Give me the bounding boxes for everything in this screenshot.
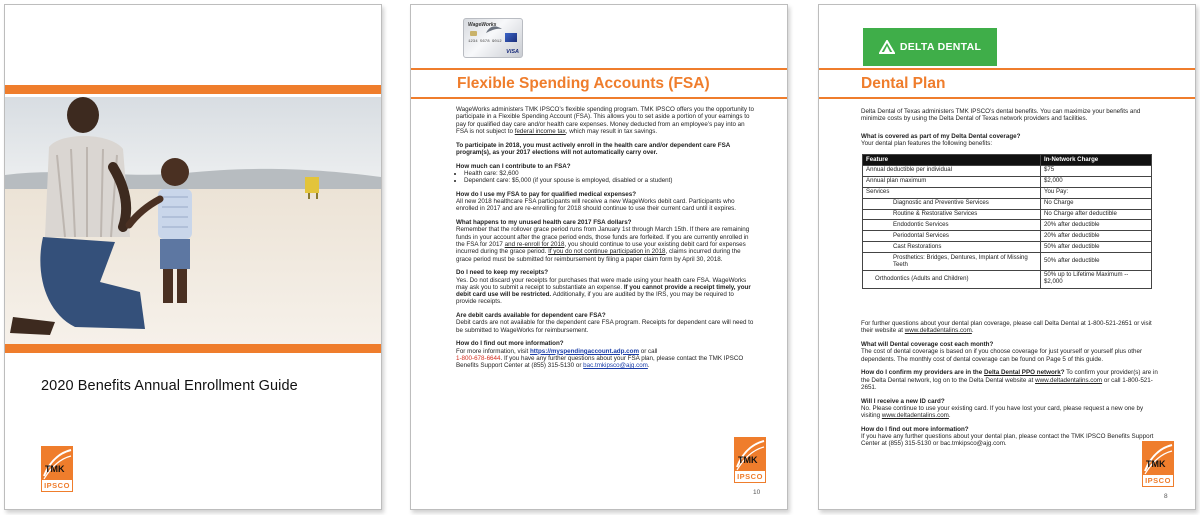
- table-cell: $75: [1041, 165, 1152, 176]
- fsa-q-more: How do I find out more information?: [456, 340, 564, 348]
- cover-photo: [5, 97, 381, 344]
- table-cell: No Charge: [1041, 198, 1152, 209]
- tmk-logo-mark: [734, 437, 766, 471]
- tmk-ipsco-logo: [41, 446, 73, 492]
- table-cell: 50% after deductible: [1041, 242, 1152, 253]
- ipsco-label: IPSCO: [1142, 475, 1174, 487]
- dental-benefits-table: [862, 154, 1152, 289]
- fsa-a-receipts: Yes. Do not discard your receipts for purchases that were made using your health care FSA. WageWorks may ask you to submit a receipt to substantiate an expense. If you cannot provide a receipt timely, your debit card use will be restricted. Additionally, if you are audited by the IRS, you may be required to provide receipts.: [456, 276, 751, 306]
- tmk-mark-icon: [1142, 441, 1174, 475]
- card-number: 1234 5678 9012: [468, 40, 502, 44]
- page-number: 8: [1164, 493, 1168, 500]
- dental-ppo: How do I confirm my providers are in the Delta Dental PPO network? To confirm your provider(s) are in the Delta Dental network, log on to the Delta Dental website at www.deltadentalins.com or call 1-800-521-2651.: [861, 369, 1158, 391]
- table-row: [863, 176, 1152, 187]
- wageworks-debit-card: [463, 18, 523, 58]
- federal-income-tax-link[interactable]: federal income tax: [514, 127, 566, 135]
- table-cell: Routine & Restorative Services: [863, 209, 1041, 220]
- cover-page: [4, 4, 382, 510]
- table-row: [863, 209, 1152, 220]
- cover-title: 2020 Benefits Annual Enrollment Guide: [41, 378, 298, 394]
- table-row: [863, 220, 1152, 231]
- fsa-a-unused: Remember that the rollover grace period runs from January 1st through March 15th. If there are remaining funds in your account after the grace period ends, those funds are forfeited. If you are currently enrolled in the FSA for 2017 and re-enroll for 2018, you should continue to use your existing debit card for expenses incurred during the grace period. If you do not continue participation in 2018, claims incurred during the grace period must be submitted for reimbursement by filing a paper claim form by April 30, 2018.: [456, 226, 750, 263]
- fsa-q-unused: What happens to my unused health care 2017 FSA dollars?: [456, 219, 632, 227]
- dental-a-cost: The cost of dental coverage is based on if you choose coverage for just yourself or yourself plus other dependents. The monthly cost of dental coverage can be found on Page 5 of this guide.: [861, 348, 1143, 363]
- tmk-mark-icon: [734, 437, 766, 471]
- dental-q-cost: What will Dental coverage cost each month?: [861, 340, 994, 348]
- ipsco-label: IPSCO: [734, 471, 766, 483]
- fsa-enroll-notice: To participate in 2018, you must actively enroll in the health care and/or dependent care FSA program(s), as your 2017 elections will not automatically carry over.: [456, 141, 731, 156]
- benefits-email-link[interactable]: bac.tmkipsco@ajg.com: [583, 362, 648, 370]
- dental-further-questions: For further questions about your dental plan coverage, please call Delta Dental at 1-800-521-2651 or visit their website at www.deltadentalins.com.: [861, 320, 1152, 335]
- table-cell: No Charge after deductible: [1041, 209, 1152, 220]
- tmk-ipsco-logo: [734, 437, 766, 483]
- dental-q-card: Will I receive a new ID card?: [861, 397, 945, 405]
- deltadental-link[interactable]: www.deltadentalins.com: [1035, 376, 1103, 384]
- table-cell: Periodontal Services: [863, 231, 1041, 242]
- deltadental-link[interactable]: www.deltadentalins.com: [904, 327, 972, 335]
- table-cell: Prosthetics: Bridges, Dentures, Implant of Missing Teeth: [863, 253, 1041, 271]
- table-cell: 20% after deductible: [1041, 220, 1152, 231]
- dental-a-coverage: Your dental plan features the following benefits:: [861, 140, 993, 148]
- fsa-title: Flexible Spending Accounts (FSA): [457, 75, 710, 92]
- dental-page: [818, 4, 1196, 510]
- table-row: [863, 253, 1152, 271]
- table-row: [863, 187, 1152, 198]
- table-cell: Endodontic Services: [863, 220, 1041, 231]
- fsa-a-use: All new 2018 healthcare FSA participants will receive a new WageWorks debit card. Participants who enrolled in 2017 and are re-enrolling for 2018 should continue to use their current card until it expires.: [456, 198, 737, 213]
- fsa-q-debit: Are debit cards available for dependent care FSA?: [456, 312, 606, 320]
- card-chip-icon: [470, 31, 477, 36]
- fsa-title-rule: [411, 97, 787, 99]
- table-row: [863, 270, 1152, 288]
- table-cell: 20% after deductible: [1041, 231, 1152, 242]
- table-cell: $2,000: [1041, 176, 1152, 187]
- table-header-charge: In-Network Charge: [1041, 155, 1152, 166]
- fsa-q-use: How do I use my FSA to pay for qualified medical expenses?: [456, 190, 637, 198]
- table-row: [863, 198, 1152, 209]
- page-number: 10: [753, 489, 761, 496]
- delta-dental-logo: [863, 28, 997, 66]
- table-row: [863, 231, 1152, 242]
- tmk-mark-text: TMK: [45, 464, 65, 474]
- dental-title: Dental Plan: [861, 75, 946, 92]
- fsa-a-more: For more information, visit https://myspendingaccount.adp.com or call 1-800-678-6644. If you have any further questions about your FSA plan, please contact the TMK IPSCO Benefits Support Center at (855) 315-5130 or bac.tmkipsco@ajg.com.: [456, 347, 744, 370]
- table-cell: You Pay:: [1041, 187, 1152, 198]
- list-item: • Health care: $2,600: [464, 170, 756, 177]
- table-header-feature: Feature: [863, 155, 1041, 166]
- table-row: [863, 165, 1152, 176]
- cover-bottom-bar: [5, 344, 381, 353]
- dental-q-more: How do I find out more information?: [861, 425, 969, 433]
- fsa-page: [410, 4, 788, 510]
- table-cell: Orthodontics (Adults and Children): [863, 270, 1041, 288]
- table-cell: Diagnostic and Preventive Services: [863, 198, 1041, 209]
- fsa-body: [456, 106, 756, 376]
- fsa-a-debit: Debit cards are not available for the dependent care FSA program. Receipts for dependent care will need to be submitted to WageWorks for reimbursement.: [456, 319, 754, 334]
- tmk-logo-mark: [41, 446, 73, 480]
- fsa-intro: WageWorks administers TMK IPSCO’s flexible spending program. TMK IPSCO offers you the opportunity to participate in a Flexible Spending Account (FSA). This allows you to set aside a portion of your earnings to pay for qualified day care and/or health care expenses. Money deducted from an employee’s pay into an FSA is not subject to federal income tax, which may result in tax savings.: [456, 106, 754, 135]
- card-brand: WageWorks: [468, 22, 497, 28]
- fsa-q-contribute: How much can I contribute to an FSA?: [456, 162, 571, 170]
- table-header-row: [863, 155, 1152, 166]
- table-row: [863, 242, 1152, 253]
- cover-top-bar: [5, 85, 381, 94]
- fsa-q-receipts: Do I need to keep my receipts?: [456, 269, 549, 277]
- myspendingaccount-link[interactable]: https://myspendingaccount.adp.com: [529, 347, 640, 355]
- tmk-ipsco-logo: [1142, 441, 1174, 487]
- dental-a-card: No. Please continue to use your existing card. If you have lost your card, please request a new one by visiting www.deltadentalins.com.: [861, 404, 1144, 420]
- ipsco-label: IPSCO: [41, 480, 73, 492]
- card-hologram-icon: [505, 33, 517, 42]
- card-network: VISA: [506, 49, 519, 55]
- dental-coverage-heading: [861, 133, 1161, 148]
- table-cell: Annual deductible per individual: [863, 165, 1041, 176]
- tmk-mark-text: TMK: [738, 455, 758, 465]
- table-cell: Services: [863, 187, 1041, 198]
- tmk-logo-mark: [1142, 441, 1174, 475]
- tmk-mark-icon: [41, 446, 73, 480]
- wageworks-phone: 1-800-678-6644: [456, 355, 501, 363]
- delta-dental-wordmark: DELTA DENTAL: [899, 41, 982, 53]
- table-cell: Cast Restorations: [863, 242, 1041, 253]
- tmk-mark-text: TMK: [1146, 459, 1166, 469]
- dental-a-more: If you have any further questions about your dental plan, please contact the TMK IPSCO Benefits Support Center at (855) 315-5130 or bac.tmkipsco@ajg.com.: [861, 433, 1154, 448]
- table-cell: Annual plan maximum: [863, 176, 1041, 187]
- beach-photo-illustration: [5, 97, 381, 344]
- deltadental-link[interactable]: www.deltadentalins.com: [881, 412, 949, 420]
- fsa-contribution-list: [464, 170, 756, 185]
- delta-triangle-icon: [879, 40, 895, 54]
- dental-intro: Delta Dental of Texas administers TMK IPSCO’s dental benefits. You can maximize your benefits and minimize costs by using the Delta Dental of Texas network providers and facilities.: [861, 108, 1141, 123]
- list-item: • Dependent care: $5,000 (if your spouse is employed, disabled or a student): [464, 177, 756, 184]
- dental-top-rule: [819, 68, 1195, 70]
- table-cell: 50% after deductible: [1041, 253, 1152, 271]
- dental-title-rule: [819, 97, 1195, 99]
- table-cell: 50% up to Lifetime Maximum -- $2,000: [1041, 270, 1152, 288]
- dental-lower-body: [861, 320, 1159, 454]
- fsa-top-rule: [411, 68, 787, 70]
- dental-q-coverage: What is covered as part of my Delta Dental coverage?: [861, 133, 1021, 140]
